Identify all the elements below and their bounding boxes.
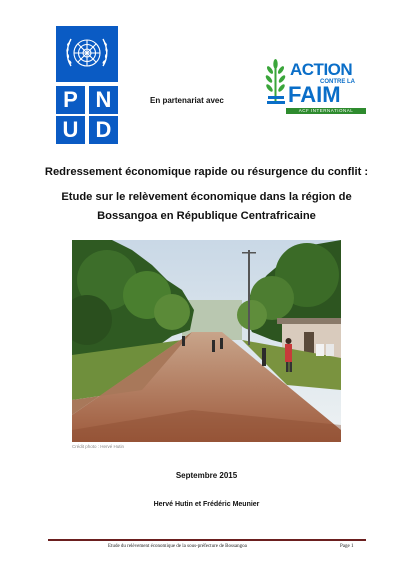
acf-logo [262,58,368,116]
acf-faim-text: FAIM [288,82,341,107]
undp-letter-p: P [56,86,85,114]
title-line-1: Redressement économique rapide ou résurgence du conflit : [44,166,369,178]
undp-letter-d: D [89,116,118,144]
undp-logo [56,26,118,144]
authors: Hervé Hutin et Frédéric Meunier [153,501,260,508]
page-number: Page 1 [340,544,354,549]
wheat-icon [262,58,290,110]
acf-action-text: ACTION [290,60,353,79]
photo-credit: Crédit photo : Hervé Hutin [72,444,125,449]
undp-letter-n: N [89,86,118,114]
cover-photo [72,240,341,442]
title-line-3: Bossangoa en République Centrafricaine [97,210,316,222]
footer-divider [48,539,366,541]
acf-contre-text: CONTRE LA [320,79,355,85]
footer-text: Etude du relèvement économique de la sous-préfecture de Bossangoa [108,544,247,549]
acf-international-bar: ACF INTERNATIONAL [286,108,366,114]
undp-letter-u: U [56,116,85,144]
partnership-text: En partenariat avec [150,96,224,105]
publication-date: Septembre 2015 [175,471,238,480]
title-line-2: Etude sur le relèvement économique dans la région de [61,191,352,203]
un-emblem-icon [56,26,118,82]
